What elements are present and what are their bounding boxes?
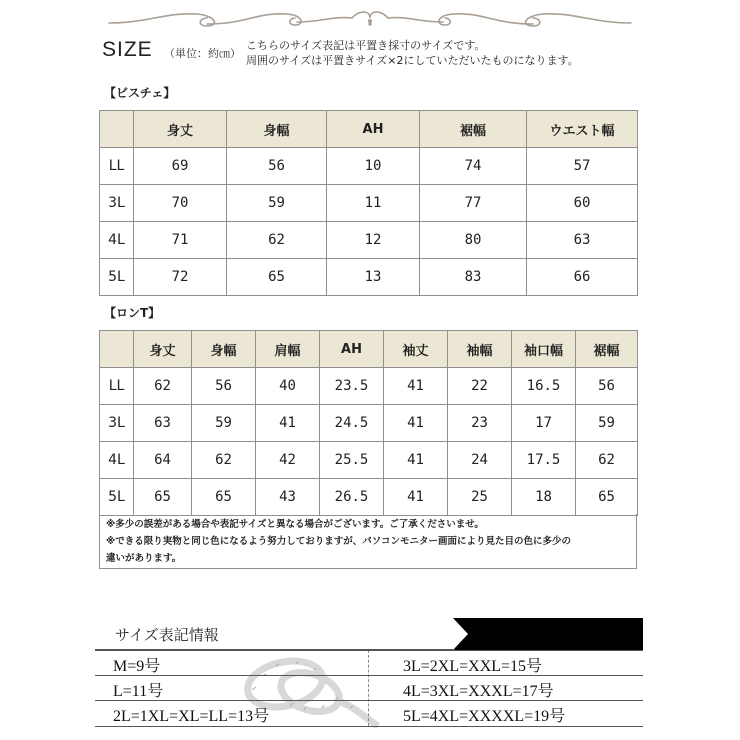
- size-note-line: 周囲のサイズは平置きサイズ×2にしていただいたものになります。: [246, 54, 579, 67]
- table-cell: 60: [527, 185, 638, 222]
- ornament-divider: [107, 6, 633, 30]
- row-size-label: LL: [100, 148, 134, 185]
- table-corner: [100, 331, 134, 368]
- size-title: SIZE: [102, 38, 153, 61]
- table-cell: 42: [256, 442, 320, 479]
- table-corner: [100, 111, 134, 148]
- table-cell: 83: [420, 259, 527, 296]
- table-cell: 56: [192, 368, 256, 405]
- table-cell: 43: [256, 479, 320, 516]
- table-cell: 41: [384, 405, 448, 442]
- column-header: 裾幅: [576, 331, 638, 368]
- table-cell: 59: [576, 405, 638, 442]
- size-unit: （単位：約㎝）: [164, 47, 241, 60]
- table-cell: 13: [327, 259, 420, 296]
- note-line: ※多少の誤差がある場合や表記サイズと異なる場合がございます。ご了承くださいませ。: [106, 519, 484, 530]
- size-info-title: サイズ表記情報: [115, 626, 219, 644]
- column-header: 身幅: [192, 331, 256, 368]
- table-row: [100, 222, 638, 259]
- table-cell: 77: [420, 185, 527, 222]
- table-cell: 71: [134, 222, 227, 259]
- table-cell: 59: [227, 185, 327, 222]
- column-header: 袖丈: [384, 331, 448, 368]
- table-cell: 18: [512, 479, 576, 516]
- table-cell: 24: [448, 442, 512, 479]
- column-header: 身幅: [227, 111, 327, 148]
- size-equivalent: M=9号: [113, 658, 161, 675]
- note-line: ※できる限り実物と同じ色になるよう努力しておりますが、パソコンモニター画面により見た目の色に多少の: [106, 536, 572, 547]
- table-cell: 57: [527, 148, 638, 185]
- table-cell: 62: [227, 222, 327, 259]
- notes-box: [99, 514, 637, 569]
- column-header: AH: [320, 331, 384, 368]
- table-cell: 62: [134, 368, 192, 405]
- row-size-label: 5L: [100, 259, 134, 296]
- table-cell: 63: [134, 405, 192, 442]
- table-cell: 70: [134, 185, 227, 222]
- size-info-grid: [95, 650, 643, 727]
- table-row: [100, 185, 638, 222]
- table-cell: 69: [134, 148, 227, 185]
- table-cell: 26.5: [320, 479, 384, 516]
- size-equivalent: 2L=1XL=XL=LL=13号: [113, 708, 270, 725]
- row-size-label: 5L: [100, 479, 134, 516]
- table-cell: 24.5: [320, 405, 384, 442]
- table-cell: 41: [384, 479, 448, 516]
- row-size-label: 3L: [100, 405, 134, 442]
- table-cell: 41: [256, 405, 320, 442]
- table-cell: 80: [420, 222, 527, 259]
- table-cell: 23.5: [320, 368, 384, 405]
- long-tee-size-table: [99, 330, 638, 516]
- table-cell: 41: [384, 442, 448, 479]
- table-cell: 16.5: [512, 368, 576, 405]
- table-cell: 56: [227, 148, 327, 185]
- row-size-label: 3L: [100, 185, 134, 222]
- table-cell: 11: [327, 185, 420, 222]
- size-note: [246, 38, 579, 68]
- size-equivalent: 5L=4XL=XXXXL=19号: [403, 708, 566, 725]
- column-header: 身丈: [134, 331, 192, 368]
- table-cell: 65: [227, 259, 327, 296]
- table-cell: 25.5: [320, 442, 384, 479]
- bustier-label: 【ビスチェ】: [104, 86, 176, 100]
- table-row: [100, 479, 638, 516]
- table-row: [100, 259, 638, 296]
- table-cell: 63: [527, 222, 638, 259]
- column-header: 袖幅: [448, 331, 512, 368]
- table-cell: 12: [327, 222, 420, 259]
- column-header: 袖口幅: [512, 331, 576, 368]
- table-row: [100, 368, 638, 405]
- table-cell: 65: [576, 479, 638, 516]
- column-header: 裾幅: [420, 111, 527, 148]
- table-cell: 22: [448, 368, 512, 405]
- column-header: 身丈: [134, 111, 227, 148]
- bustier-size-table: [99, 110, 638, 296]
- table-cell: 65: [192, 479, 256, 516]
- table-cell: 25: [448, 479, 512, 516]
- table-cell: 65: [134, 479, 192, 516]
- row-size-label: 4L: [100, 442, 134, 479]
- table-cell: 72: [134, 259, 227, 296]
- note-line: 違いがあります。: [106, 553, 182, 564]
- table-cell: 41: [384, 368, 448, 405]
- list-item: [95, 700, 643, 726]
- column-header: ウエスト幅: [527, 111, 638, 148]
- column-header: 肩幅: [256, 331, 320, 368]
- size-note-line: こちらのサイズ表記は平置き採寸のサイズです。: [246, 39, 486, 52]
- table-cell: 64: [134, 442, 192, 479]
- table-row: [100, 442, 638, 479]
- table-cell: 66: [527, 259, 638, 296]
- table-cell: 40: [256, 368, 320, 405]
- table-row: [100, 405, 638, 442]
- list-item: [95, 675, 643, 701]
- list-item: [95, 650, 643, 676]
- table-cell: 62: [192, 442, 256, 479]
- table-cell: 17.5: [512, 442, 576, 479]
- row-size-label: LL: [100, 368, 134, 405]
- table-row: [100, 148, 638, 185]
- size-equivalent: 3L=2XL=XXL=15号: [403, 658, 543, 675]
- size-equivalent: 4L=3XL=XXXL=17号: [403, 683, 554, 700]
- table-cell: 62: [576, 442, 638, 479]
- table-cell: 23: [448, 405, 512, 442]
- table-cell: 59: [192, 405, 256, 442]
- long-tee-label: 【ロンT】: [104, 306, 161, 320]
- table-cell: 56: [576, 368, 638, 405]
- table-cell: 74: [420, 148, 527, 185]
- column-header: AH: [327, 111, 420, 148]
- size-equivalent: L=11号: [113, 683, 164, 700]
- table-cell: 10: [327, 148, 420, 185]
- row-size-label: 4L: [100, 222, 134, 259]
- table-cell: 17: [512, 405, 576, 442]
